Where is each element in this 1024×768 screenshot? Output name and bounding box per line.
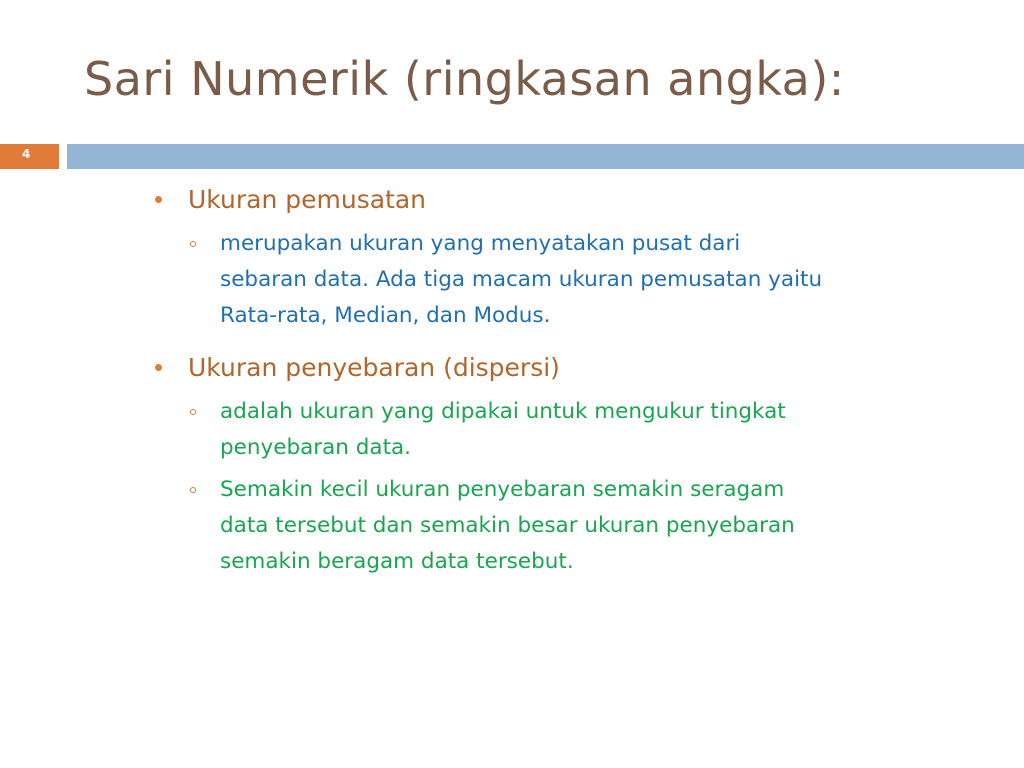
sub-bullet-line: sebaran data. Ada tiga macam ukuran pemusatan yaitu — [220, 267, 823, 292]
sub-bullet-line: adalah ukuran yang dipakai untuk mengukur tingkat — [220, 399, 786, 424]
sub-bullet-line: penyebaran data. — [220, 435, 412, 460]
sub-bullet-ring-icon — [190, 241, 196, 247]
sub-bullet-line: semakin beragam data tersebut. — [220, 549, 574, 574]
slide-title: Sari Numerik (ringkasan angka): — [84, 52, 845, 106]
sub-bullet-ring-icon — [190, 409, 196, 415]
slide-number: 4 — [22, 147, 31, 161]
sub-bullet-penyebaran-explanation — [220, 472, 1002, 580]
bullet-ukuran-pemusatan — [152, 180, 1002, 220]
sub-bullet-line: Rata-rata, Median, dan Modus. — [220, 303, 551, 328]
sub-bullet-ring-icon — [190, 487, 196, 493]
bullet-dot-icon — [155, 196, 162, 203]
sub-bullet-penyebaran-definition — [220, 394, 1002, 466]
bullet-dot-icon — [155, 364, 162, 371]
sub-bullet-line: Semakin kecil ukuran penyebaran semakin seragam — [220, 477, 785, 502]
bullet-label: Ukuran pemusatan — [188, 185, 427, 214]
sub-bullet-line: merupakan ukuran yang menyatakan pusat dari — [220, 231, 741, 256]
bullet-list — [152, 180, 1002, 580]
bullet-label: Ukuran penyebaran (dispersi) — [188, 353, 560, 382]
bullet-ukuran-penyebaran — [152, 348, 1002, 388]
sub-bullet-line: data tersebut dan semakin besar ukuran penyebaran — [220, 513, 795, 538]
sub-bullet-pemusatan-definition — [220, 226, 1002, 334]
header-bar — [67, 144, 1024, 169]
slide-number-box — [0, 144, 59, 169]
